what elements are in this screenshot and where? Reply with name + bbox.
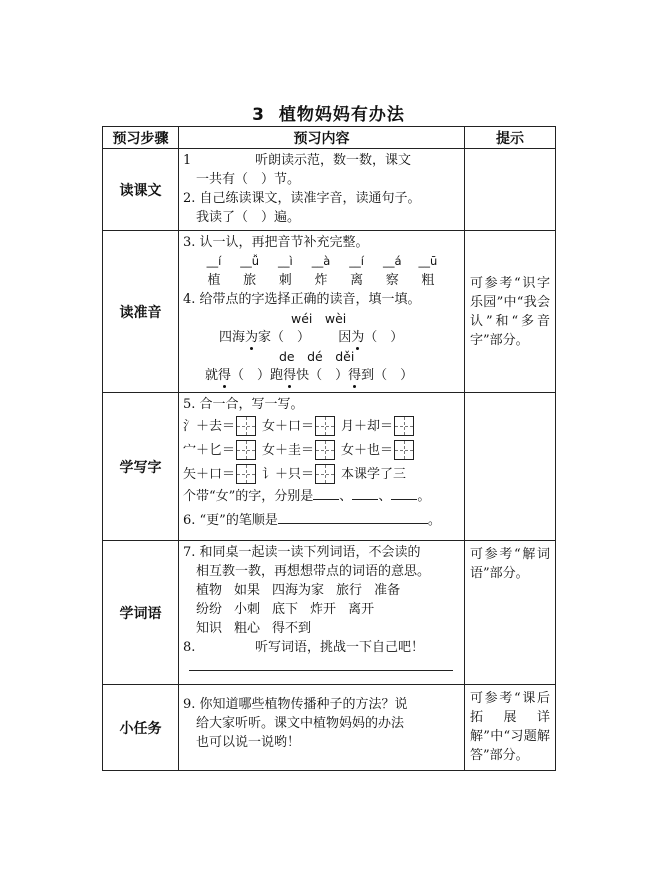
vocab-word: 四海为家 [272, 583, 325, 598]
compose-row-1 [183, 414, 461, 438]
vocab-word: 纷纷 [196, 602, 223, 617]
item1-text-cont: 一共有（ ）节。 [196, 172, 301, 187]
vocab-word: 得不到 [272, 621, 312, 636]
content-read-text [179, 149, 465, 231]
tianzige-box[interactable] [236, 416, 256, 436]
vocab-word: 植物 [196, 583, 223, 598]
tianzige-box[interactable] [236, 440, 256, 460]
dotted-char: 为 [245, 330, 259, 345]
pinyin-options-wei: wéi wèi [291, 311, 347, 326]
tianzige-box[interactable] [315, 416, 335, 436]
answer-blank[interactable] [391, 486, 417, 500]
step-write: 学写字 [103, 393, 179, 541]
compose-tail: 本课学了三 [341, 466, 407, 482]
compose-equation: 宀＋匕＝ [183, 442, 236, 458]
de-sentences: 就得（ ）跑得快（ ）得到（ ） [205, 368, 414, 383]
content-task [179, 685, 465, 771]
item7-text-cont: 相互教一教，再想想带点的词语的意思。 [196, 564, 431, 579]
dotted-char: 得 [348, 368, 362, 383]
pinyin-blank[interactable]: __ì [277, 254, 293, 268]
row-words [103, 541, 556, 685]
compose-equation: 讠＋只＝ [262, 466, 315, 482]
tip-read-sound: 可参考“识字乐园”中“我会认”和“多音字”部分。 [465, 231, 556, 393]
item3-text: 3. 认一认，再把音节补充完整。 [183, 235, 369, 250]
hanzi-row [183, 271, 461, 290]
wei-sentences: 四海为家（ ） 因为（ ） [219, 330, 404, 345]
tip-write [465, 393, 556, 541]
preview-table [102, 126, 556, 771]
step-words: 学词语 [103, 541, 179, 685]
dotted-char: 得 [283, 368, 297, 383]
pinyin-blank[interactable]: __à [311, 254, 331, 268]
compose-equation: 女＋圭＝ [262, 442, 315, 458]
item9-text-cont: 也可以说一说哟！ [196, 735, 301, 750]
item4-text: 4. 给带点的字选择正确的读音，填一填。 [183, 292, 421, 307]
vocab-word: 炸开 [310, 602, 337, 617]
hanzi-char: 察 [385, 273, 399, 288]
step-read-text: 读课文 [103, 149, 179, 231]
row-write [103, 393, 556, 541]
pinyin-options-de: de dé děi [279, 349, 355, 364]
item9-text-cont: 给大家听听。课文中植物妈妈的办法 [196, 716, 405, 731]
header-tip: 提示 [465, 127, 556, 149]
tip-read-text [465, 149, 556, 231]
compose-equation: 女＋也＝ [341, 442, 394, 458]
hanzi-char: 离 [350, 273, 364, 288]
item5-text: 5. 合一合，写一写。 [183, 397, 304, 412]
lesson-number: 3 [252, 105, 265, 125]
item6-text: 6. “更”的笔顺是 [183, 513, 278, 528]
female-radical-line: 个带“女”的字，分别是 、 、 。 [183, 486, 461, 506]
tianzige-box[interactable] [315, 440, 335, 460]
word-row-2 [183, 600, 461, 619]
hanzi-char: 植 [207, 273, 221, 288]
dotted-char: 为 [351, 330, 365, 345]
compose-row-3 [183, 462, 461, 486]
compose-equation: 矢＋口＝ [183, 466, 236, 482]
pinyin-blank[interactable]: __ū [418, 254, 438, 268]
item2-text: 2. 自己练读课文，读准字音，读通句子。 [183, 191, 421, 206]
header-row [103, 127, 556, 149]
content-words [179, 541, 465, 685]
item8-number: 8. [183, 640, 196, 655]
content-read-sound [179, 231, 465, 393]
row-read-text [103, 149, 556, 231]
answer-blank[interactable] [313, 486, 339, 500]
word-row-1 [183, 581, 461, 600]
compose-equation: 月＋却＝ [341, 418, 394, 434]
answer-blank[interactable] [352, 486, 378, 500]
dictation-line[interactable] [189, 659, 453, 671]
item6-line: 6. “更”的笔顺是 。 [183, 510, 461, 530]
item2-text-cont: 我读了（ ）遍。 [196, 210, 301, 225]
vocab-word: 离开 [348, 602, 375, 617]
vocab-word: 底下 [272, 602, 299, 617]
vocab-word: 旅行 [336, 583, 363, 598]
item8-text: 听写词语，挑战一下自己吧！ [255, 640, 425, 655]
vocab-word: 如果 [234, 583, 261, 598]
word-row-3 [183, 619, 461, 638]
vocab-word: 小刺 [234, 602, 261, 617]
hanzi-char: 刺 [278, 273, 292, 288]
pinyin-row [183, 252, 461, 271]
tianzige-box[interactable] [394, 416, 414, 436]
tip-task: 可参考“课后拓展详解”中“习题解答”部分。 [465, 685, 556, 771]
item1-text: 听朗读示范，数一数，课文 [255, 153, 412, 168]
item1-number: 1 [183, 153, 192, 168]
compose-equation: 氵＋去＝ [183, 418, 236, 434]
pinyin-blank[interactable]: __á [383, 254, 402, 268]
header-content: 预习内容 [179, 127, 465, 149]
row-read-sound [103, 231, 556, 393]
dotted-char: 得 [218, 368, 232, 383]
stroke-order-blank[interactable] [278, 510, 428, 524]
vocab-word: 知识 [196, 621, 223, 636]
hanzi-char: 粗 [421, 273, 435, 288]
item9-text: 9. 你知道哪些植物传播种子的方法？说 [183, 697, 408, 712]
pinyin-blank[interactable]: __í [206, 254, 222, 268]
compose-equation: 女＋口＝ [262, 418, 315, 434]
lesson-title [0, 100, 657, 125]
tianzige-box[interactable] [236, 464, 256, 484]
step-task: 小任务 [103, 685, 179, 771]
tianzige-box[interactable] [394, 440, 414, 460]
pinyin-blank[interactable]: __í [349, 254, 364, 268]
vocab-word: 粗心 [234, 621, 261, 636]
vocab-word: 准备 [374, 583, 401, 598]
content-write [179, 393, 465, 541]
hanzi-char: 炸 [314, 273, 328, 288]
row-task [103, 685, 556, 771]
header-step: 预习步骤 [103, 127, 179, 149]
tianzige-box[interactable] [315, 464, 335, 484]
item7-text: 7. 和同桌一起读一读下列词语，不会读的 [183, 545, 421, 560]
lesson-name: 植物妈妈有办法 [278, 105, 405, 125]
compose-row-2 [183, 438, 461, 462]
step-read-sound: 读准音 [103, 231, 179, 393]
hanzi-char: 旅 [243, 273, 257, 288]
pinyin-blank[interactable]: __ǚ [240, 254, 260, 268]
tip-words: 可参考“解词语”部分。 [465, 541, 556, 685]
